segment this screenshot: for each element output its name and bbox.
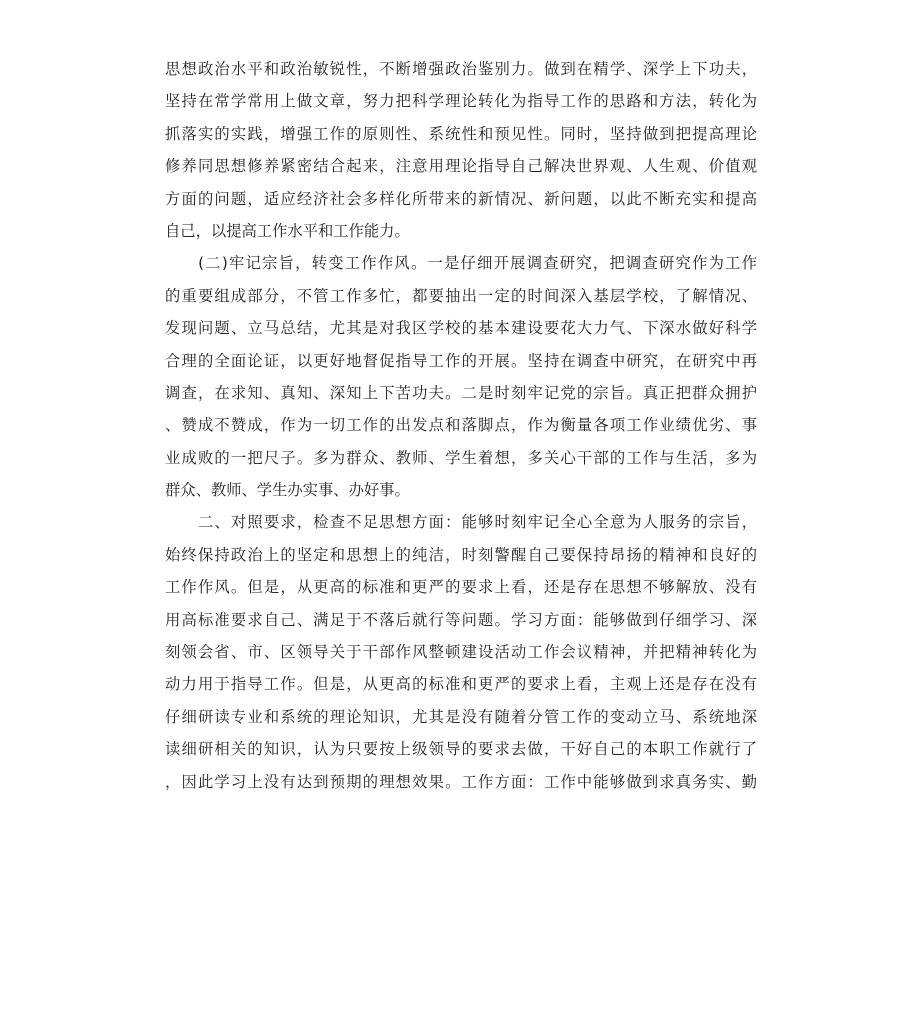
text-line: 群众、教师、学生办实事、办好事。: [165, 481, 410, 500]
document-body: [165, 53, 757, 798]
text-line: 、赞成不赞成，作为一切工作的出发点和落脚点，作为衡量各项工作业绩优劣、事: [165, 416, 757, 435]
text-line: 思想政治水平和政治敏锐性，不断增强政治鉴别力。做到在精学、深学上下功夫，: [165, 60, 757, 78]
text-line: 用高标准要求自己、满足于不落后就行等问题。学习方面：能够做到仔细学习、深: [165, 610, 757, 629]
text-line: 仔细研读专业和系统的理论知识，尤其是没有随着分管工作的变动立马、系统地深: [165, 707, 757, 726]
text-line: 始终保持政治上的坚定和思想上的纯洁，时刻警醒自己要保持昂扬的精神和良好的: [165, 545, 757, 564]
text-line: 读细研相关的知识，认为只要按上级领导的要求去做，干好自己的本职工作就行了: [165, 740, 757, 759]
text-line: 自己，以提高工作水平和工作能力。: [165, 221, 410, 240]
text-line: 二、对照要求，检查不足思想方面：能够时刻牢记全心全意为人服务的宗旨，: [165, 513, 757, 532]
text-line: 修养同思想修养紧密结合起来，注意用理论指导自己解决世界观、人生观、价值观: [165, 157, 757, 176]
text-line: 调查，在求知、真知、深知上下苦功夫。二是时刻牢记党的宗旨。真正把群众拥护: [165, 383, 757, 402]
text-line: 坚持在常学常用上做文章，努力把科学理论转化为指导工作的思路和方法，转化为: [165, 92, 757, 111]
text-line: 刻领会省、市、区领导关于干部作风整顿建设活动工作会议精神，并把精神转化为: [165, 643, 757, 662]
text-line: 抓落实的实践，增强工作的原则性、系统性和预见性。同时，坚持做到把提高理论: [165, 124, 757, 143]
text-line: 动力用于指导工作。但是，从更高的标准和更严的要求上看，主观上还是存在没有: [165, 675, 757, 694]
text-line: 发现问题、立马总结，尤其是对我区学校的基本建设要花大力气、下深水做好科学: [165, 319, 757, 338]
text-line: 的重要组成部分，不管工作多忙，都要抽出一定的时间深入基层学校，了解情况、: [165, 286, 757, 305]
text-line: 工作作风。但是，从更高的标准和更严的要求上看，还是存在思想不够解放、没有: [165, 578, 757, 597]
text-line: (二)牢记宗旨，转变工作作风。一是仔细开展调查研究，把调查研究作为工作: [165, 254, 757, 273]
text-line: 方面的问题，适应经济社会多样化所带来的新情况、新问题，以此不断充实和提高: [165, 189, 757, 208]
text-line: 业成败的一把尺子。多为群众、教师、学生着想，多关心干部的工作与生活，多为: [165, 448, 757, 467]
text-line: ，因此学习上没有达到预期的理想效果。工作方面：工作中能够做到求真务实、勤: [165, 772, 757, 791]
text-line: 合理的全面论证，以更好地督促指导工作的开展。坚持在调查中研究，在研究中再: [165, 351, 757, 370]
